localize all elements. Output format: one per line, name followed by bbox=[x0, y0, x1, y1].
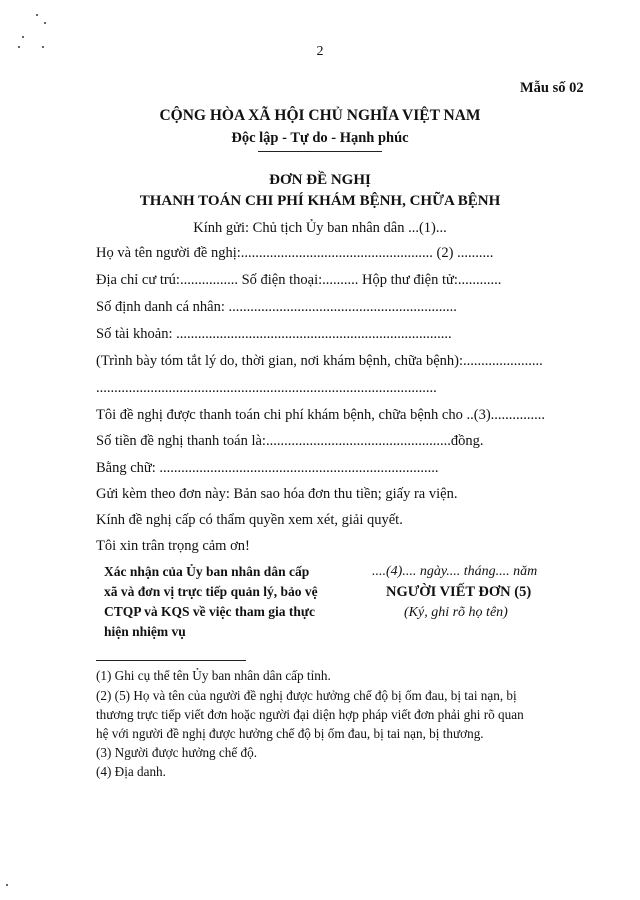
field-account: Số tài khoản: ............................................................................ bbox=[96, 326, 452, 342]
addressee: Kính gửi: Chủ tịch Ủy ban nhân dân ...(1)... bbox=[193, 220, 447, 236]
page-number: 2 bbox=[316, 44, 324, 59]
form-number: Mẫu số 02 bbox=[520, 80, 584, 96]
footnote-2-cont: thương trực tiếp viết đơn hoặc người đại diện hợp pháp viết đơn phải ghi rõ quan bbox=[96, 707, 524, 722]
scan-speck bbox=[36, 14, 38, 16]
field-fullname: Họ và tên người đề nghị:..................................................... (2) .......... bbox=[96, 245, 494, 261]
thanks-text: Tôi xin trân trọng cảm ơn! bbox=[96, 538, 250, 554]
footnote-4: (4) Địa danh. bbox=[96, 764, 166, 779]
field-amount-words: Bằng chữ: ............................................................................. bbox=[96, 460, 439, 476]
field-address: Địa chỉ cư trú:................ Số điện thoại:.......... Hộp thư điện tử:............ bbox=[96, 272, 502, 288]
doc-subtitle: THANH TOÁN CHI PHÍ KHÁM BỆNH, CHỮA BỆNH bbox=[139, 193, 501, 209]
signer-title: NGƯỜI VIẾT ĐƠN (5) bbox=[386, 584, 532, 600]
confirmation-line: Xác nhận của Ủy ban nhân dân cấp bbox=[104, 564, 310, 579]
confirmation-block bbox=[104, 562, 366, 642]
scan-speck bbox=[6, 884, 8, 886]
scan-speck bbox=[22, 36, 24, 38]
footnote-2: (2) (5) Họ và tên của người đề nghị được hưởng chế độ bị ốm đau, bị tai nạn, bị bbox=[96, 688, 517, 703]
place-date: ....(4).... ngày.... tháng.... năm bbox=[372, 564, 538, 579]
motto: Độc lập - Tự do - Hạnh phúc bbox=[231, 130, 409, 146]
doc-title: ĐƠN ĐỀ NGHỊ bbox=[269, 172, 371, 188]
footnote-divider bbox=[96, 660, 246, 661]
confirmation-line: hiện nhiệm vụ bbox=[104, 624, 186, 639]
motto-underline bbox=[258, 151, 382, 152]
signer-note: (Ký, ghi rõ họ tên) bbox=[404, 605, 508, 620]
national-title: CỘNG HÒA XÃ HỘI CHỦ NGHĨA VIỆT NAM bbox=[159, 107, 481, 124]
request-review-text: Kính đề nghị cấp có thẩm quyền xem xét, giải quyết. bbox=[96, 512, 403, 528]
footnote-2-cont: hệ với người đề nghị được hưởng chế độ bị ốm đau, bị tai nạn, bị thương. bbox=[96, 726, 484, 741]
field-reason-cont: .............................................................................................. bbox=[96, 380, 437, 396]
confirmation-line: xã và đơn vị trực tiếp quản lý, bảo vệ bbox=[104, 584, 318, 599]
field-request: Tôi đề nghị được thanh toán chi phí khám bệnh, chữa bệnh cho ..(3)............... bbox=[96, 407, 546, 423]
footnote-1: (1) Ghi cụ thể tên Ủy ban nhân dân cấp tỉnh. bbox=[96, 668, 331, 683]
attachments-text: Gửi kèm theo đơn này: Bản sao hóa đơn thu tiền; giấy ra viện. bbox=[96, 486, 458, 502]
confirmation-line: CTQP và KQS về việc tham gia thực bbox=[104, 604, 315, 619]
field-reason: (Trình bày tóm tắt lý do, thời gian, nơi khám bệnh, chữa bệnh):...................... bbox=[96, 353, 543, 369]
field-amount: Số tiền đề nghị thanh toán là:...................................................đồng. bbox=[96, 433, 484, 449]
footnote-3: (3) Người được hưởng chế độ. bbox=[96, 745, 258, 760]
scan-speck bbox=[44, 22, 46, 24]
field-id-number: Số định danh cá nhân: ............................................................... bbox=[96, 299, 457, 315]
